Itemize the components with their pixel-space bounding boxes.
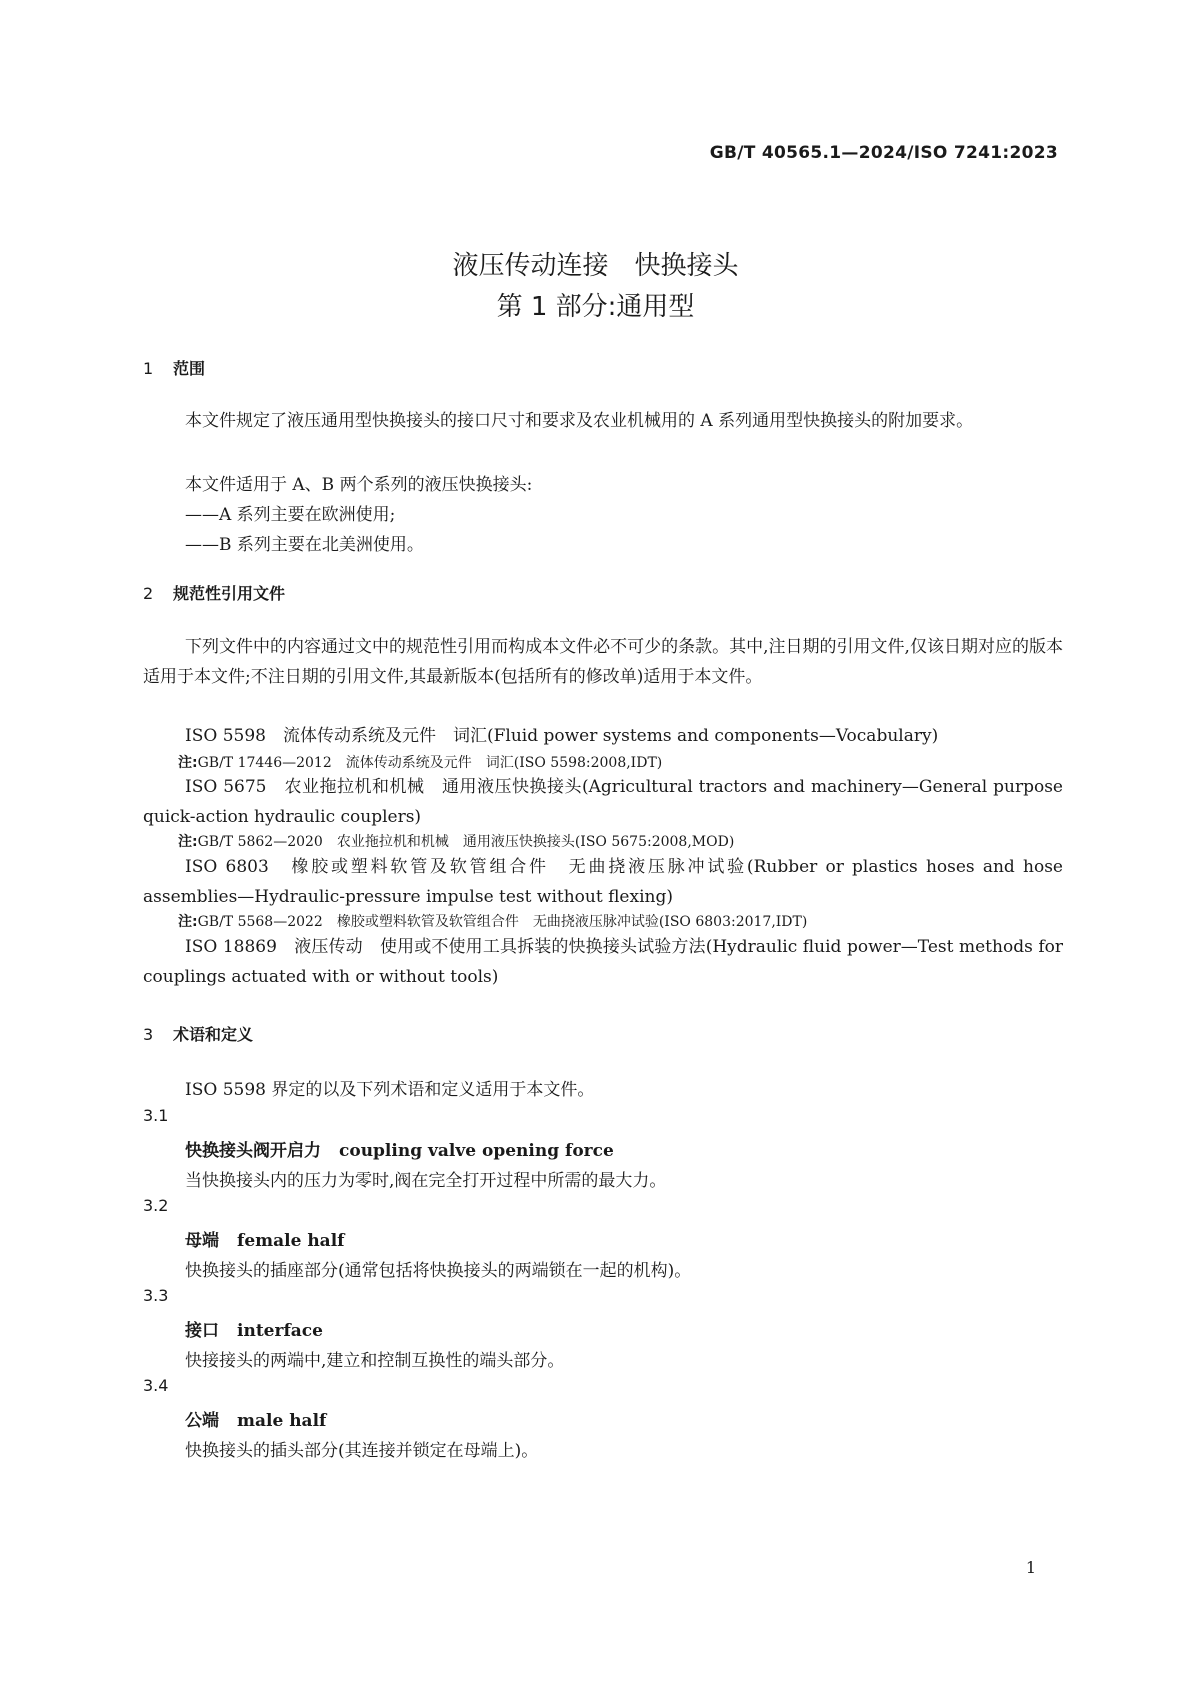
term-zh: 快换接头阀开启力 [185, 1141, 321, 1161]
reference-entry: ISO 5675 农业拖拉机和机械 通用液压快换接头(Agricultural tractors and machinery—General purpose quick-action hydraulic couplers) [143, 777, 1063, 827]
term-en: coupling valve opening force [339, 1141, 614, 1161]
section-number: 2 [143, 584, 154, 603]
scope-applicability: 本文件适用于 A、B 两个系列的液压快换接头: [185, 475, 533, 495]
reference-entry: ISO 5598 流体传动系统及元件 词汇(Fluid power systems and components—Vocabulary) [185, 726, 939, 746]
scope-paragraph: 本文件规定了液压通用型快换接头的接口尺寸和要求及农业机械用的 A 系列通用型快换接头的附加要求。 [185, 411, 974, 431]
note-label: 注: [178, 914, 198, 930]
section-title: 规范性引用文件 [173, 584, 286, 603]
term-en: female half [237, 1231, 345, 1251]
term-heading [185, 1226, 344, 1251]
term-heading [185, 1316, 323, 1341]
section-title: 范围 [173, 359, 206, 378]
term-en: male half [237, 1411, 327, 1431]
title-line-1: 液压传动连接 快换接头 [452, 251, 739, 281]
page-number: 1 [1025, 1558, 1036, 1577]
term-definition: 快换接头的插头部分(其连接并锁定在母端上)。 [185, 1441, 539, 1461]
reference-note [178, 752, 662, 772]
note-text: GB/T 17446—2012 流体传动系统及元件 词汇(ISO 5598:2008,IDT) [197, 755, 663, 771]
note-text: GB/T 5568—2022 橡胶或塑料软管及软管组合件 无曲挠液压脉冲试验(ISO 6803:2017,IDT) [197, 914, 808, 930]
note-text: GB/T 5862—2020 农业拖拉机和机械 通用液压快换接头(ISO 5675:2008,MOD) [197, 834, 735, 850]
reference-note [178, 911, 807, 931]
term-en: interface [237, 1321, 323, 1341]
terms-intro: ISO 5598 界定的以及下列术语和定义适用于本文件。 [185, 1080, 595, 1100]
section-number: 1 [143, 359, 154, 378]
term-heading [185, 1406, 326, 1431]
section-number: 3 [143, 1025, 154, 1044]
term-number: 3.2 [143, 1196, 169, 1215]
normative-intro: 下列文件中的内容通过文中的规范性引用而构成本文件必不可少的条款。其中,注日期的引用文件,仅该日期对应的版本适用于本文件;不注日期的引用文件,其最新版本(包括所有的修改单)适用于本文件。 [143, 637, 1063, 687]
section-1-heading [143, 356, 205, 379]
title-line-2: 第 1 部分:通用型 [496, 292, 695, 322]
term-definition: 快换接头的插座部分(通常包括将快换接头的两端锁在一起的机构)。 [185, 1261, 692, 1281]
note-label: 注: [178, 834, 198, 850]
term-number: 3.4 [143, 1376, 169, 1395]
list-item: ——B 系列主要在北美洲使用。 [185, 535, 424, 555]
standard-code: GB/T 40565.1—2024/ISO 7241:2023 [709, 143, 1058, 163]
term-number: 3.3 [143, 1286, 169, 1305]
list-item: ——A 系列主要在欧洲使用; [185, 505, 396, 525]
section-2-heading [143, 581, 285, 604]
section-title: 术语和定义 [173, 1025, 254, 1044]
note-label: 注: [178, 755, 198, 771]
reference-entry: ISO 6803 橡胶或塑料软管及软管组合件 无曲挠液压脉冲试验(Rubber or plastics hoses and hose assemblies—Hydraulic-pressure impulse test without flexing) [143, 857, 1063, 907]
reference-note [178, 831, 734, 851]
term-definition: 当快换接头内的压力为零时,阀在完全打开过程中所需的最大力。 [185, 1171, 667, 1191]
section-3-heading [143, 1022, 253, 1045]
term-number: 3.1 [143, 1106, 169, 1125]
term-zh: 接口 [185, 1321, 219, 1341]
term-definition: 快接接头的两端中,建立和控制互换性的端头部分。 [185, 1351, 565, 1371]
term-zh: 母端 [185, 1231, 219, 1251]
term-zh: 公端 [185, 1411, 219, 1431]
reference-entry: ISO 18869 液压传动 使用或不使用工具拆装的快换接头试验方法(Hydraulic fluid power—Test methods for couplings actuated with or without tools) [143, 937, 1063, 987]
term-heading [185, 1136, 614, 1161]
